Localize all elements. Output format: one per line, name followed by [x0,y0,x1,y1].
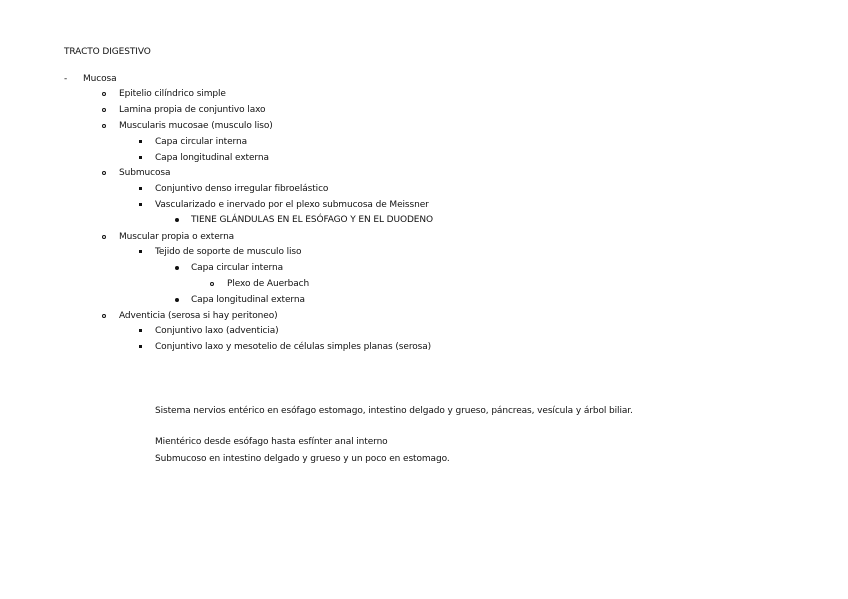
document-title: TRACTO DIGESTIVO [64,47,151,57]
list-item-conjuntivo-mesotelio: Conjuntivo laxo y mesotelio de células simples planas (serosa) [155,342,432,352]
paragraph-mienterico: Mientérico desde esófago hasta esfínter anal interno [155,437,388,447]
ring-bullet-icon [210,282,214,286]
ring-bullet-icon [102,124,106,128]
list-item-plexo-auerbach: Plexo de Auerbach [227,279,310,289]
list-item-muscularis: Muscularis mucosae (musculo liso) [119,121,273,131]
square-bullet-icon [139,345,142,348]
list-item-muscular-propia: Muscular propia o externa [119,232,235,242]
list-item-capa-circular-2: Capa circular interna [191,263,284,273]
list-item-capa-circular: Capa circular interna [155,137,248,147]
list-item-adventicia: Adventicia (serosa si hay peritoneo) [119,311,278,321]
dot-bullet-icon [175,218,179,222]
list-item-vascularizado: Vascularizado e inervado por el plexo submucosa de Meissner [155,200,429,210]
paragraph-sistema-nervios: Sistema nervios entérico en esófago estomago, intestino delgado y grueso, páncreas, vesícula y árbol biliar. [155,406,633,416]
ring-bullet-icon [102,108,106,112]
ring-bullet-icon [102,235,106,239]
ring-bullet-icon [102,171,106,175]
dot-bullet-icon [175,298,179,302]
square-bullet-icon [139,250,142,253]
list-item-epitelio: Epitelio cilíndrico simple [119,89,226,99]
list-item-capa-longitudinal: Capa longitudinal externa [155,153,269,163]
square-bullet-icon [139,203,142,206]
dot-bullet-icon [175,266,179,270]
ring-bullet-icon [102,314,106,318]
list-item-tejido-soporte: Tejido de soporte de musculo liso [155,247,302,257]
ring-bullet-icon [102,92,106,96]
dash-bullet: - [64,74,68,84]
list-item-conjuntivo-laxo: Conjuntivo laxo (adventicia) [155,326,279,336]
list-item-submucosa: Submucosa [119,168,171,178]
square-bullet-icon [139,140,142,143]
square-bullet-icon [139,156,142,159]
square-bullet-icon [139,329,142,332]
list-item-conjuntivo-denso: Conjuntivo denso irregular fibroelástico [155,184,329,194]
list-item-glandulas: TIENE GLÁNDULAS EN EL ESÓFAGO Y EN EL DUODENO [191,215,433,225]
list-item-capa-longitudinal-2: Capa longitudinal externa [191,295,305,305]
list-item-mucosa: Mucosa [83,74,117,84]
list-item-lamina: Lamina propia de conjuntivo laxo [119,105,266,115]
paragraph-submucoso: Submucoso en intestino delgado y grueso y un poco en estomago. [155,454,450,464]
square-bullet-icon [139,187,142,190]
